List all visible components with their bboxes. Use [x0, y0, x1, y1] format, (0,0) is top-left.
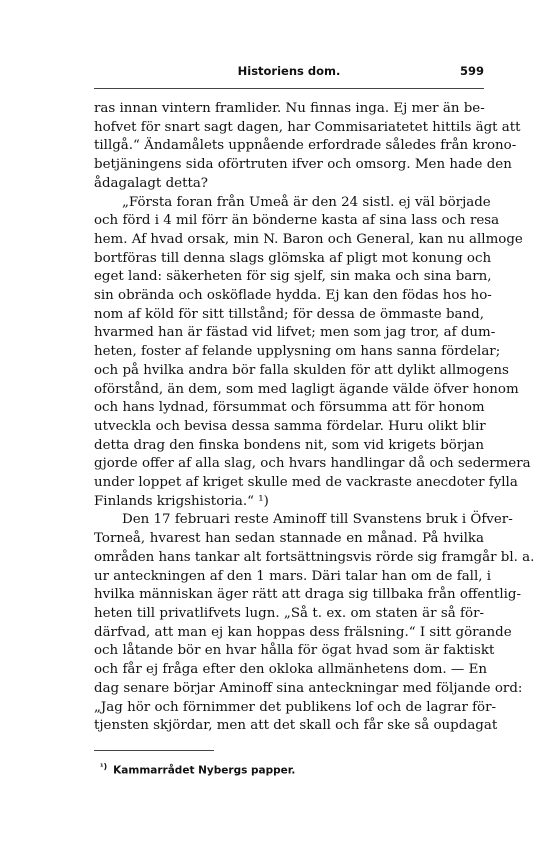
- footnote-text: Kammarrådet Nybergs papper.: [113, 764, 296, 777]
- text-line: och hans lydnad, försummat och försumma att för honom: [94, 400, 485, 416]
- body-text: [94, 100, 535, 736]
- text-line: Finlands krigshistoria.“ ¹): [94, 493, 269, 509]
- text-line: hvilka människan äger rätt att draga sig tillbaka från offentlig-: [94, 587, 521, 603]
- text-line: dag senare börjar Aminoff sina anteckningar med följande ord:: [94, 680, 523, 696]
- text-line: nom af köld för sitt tillstånd; för dessa de ömmaste band,: [94, 306, 484, 322]
- text-line: ras innan vintern framlider. Nu finnas inga. Ej mer än be-: [94, 101, 485, 116]
- text-line: och låtande bör en hvar hålla för ögat hvad som är faktiskt: [94, 643, 495, 659]
- text-line: eget land: säkerheten för sig sjelf, sin maka och sina barn,: [94, 269, 492, 285]
- text-line: utveckla och bevisa dessa samma fördelar. Huru olikt blir: [94, 418, 486, 434]
- text-line: under loppet af kriget skulle med de vackraste anecdoter fylla: [94, 475, 518, 491]
- text-line: tjensten skjördar, men att det skall och får ske så oupdagat: [94, 718, 498, 734]
- page-number: 599: [459, 64, 484, 78]
- text-line: därfvad, att man ej kan hoppas dess frälsning.“ I sitt görande: [94, 624, 512, 640]
- text-line: heten till privatlifvets lugn. „Så t. ex. om staten är så för-: [94, 605, 484, 621]
- text-line: detta drag den finska bondens nit, som vid krigets början: [94, 437, 484, 453]
- text-line: ådagalagt detta?: [94, 175, 208, 191]
- text-line: hofvet för snart sagt dagen, har Commisariatetet hittils ägt att: [94, 119, 521, 135]
- text-line: och får ej fråga efter den okloka allmänhetens dom. — En: [94, 662, 487, 678]
- text-line: områden hans tankar alt fortsättningsvis rörde sig framgår bl. a.: [94, 549, 535, 565]
- text-line: oförstånd, än dem, som med lagligt ägande välde öfver honom: [94, 381, 519, 397]
- text-line: „Första foran från Umeå är den 24 sistl. ej väl började: [122, 194, 491, 210]
- header-rule: [94, 88, 484, 89]
- footnote-marker: ¹): [100, 762, 108, 771]
- text-line: bortföras till denna slags glömska af pligt mot konung och: [94, 250, 492, 266]
- text-line: och på hvilka andra bör falla skulden för att dylikt allmogens: [94, 362, 509, 378]
- running-header: [94, 64, 484, 84]
- text-line: och förd i 4 mil förr än bönderne kasta af sina lass och resa: [94, 213, 500, 229]
- text-line: ur anteckningen af den 1 mars. Däri talar han om de fall, i: [94, 568, 492, 584]
- footnote: [100, 762, 295, 777]
- text-line: betjäningens sida oförtruten ifver och omsorg. Men hade den: [94, 157, 512, 173]
- running-title: Historiens dom.: [237, 64, 341, 78]
- text-line: Torneå, hvarest han sedan stannade en månad. På hvilka: [94, 531, 484, 547]
- text-line: gjorde offer af alla slag, och hvars handlingar då och sedermera: [94, 456, 531, 472]
- text-line: sin obrända och osköflade hydda. Ej kan den födas hos ho-: [94, 288, 492, 304]
- text-line: „Jag hör och förnimmer det publikens lof och de lagrar för-: [94, 699, 497, 715]
- text-line: heten, foster af felande upplysning om hans sanna fördelar;: [94, 344, 501, 360]
- footnote-rule: [94, 750, 214, 751]
- text-line: Den 17 februari reste Aminoff till Svanstens bruk i Öfver-: [122, 512, 513, 528]
- text-line: hem. Af hvad orsak, min N. Baron och General, kan nu allmoge: [94, 231, 523, 247]
- text-line: tillgå.“ Ändamålets uppnående erfordrade således från krono-: [94, 138, 517, 154]
- text-line: hvarmed han är fästad vid lifvet; men som jag tror, af dum-: [94, 325, 496, 341]
